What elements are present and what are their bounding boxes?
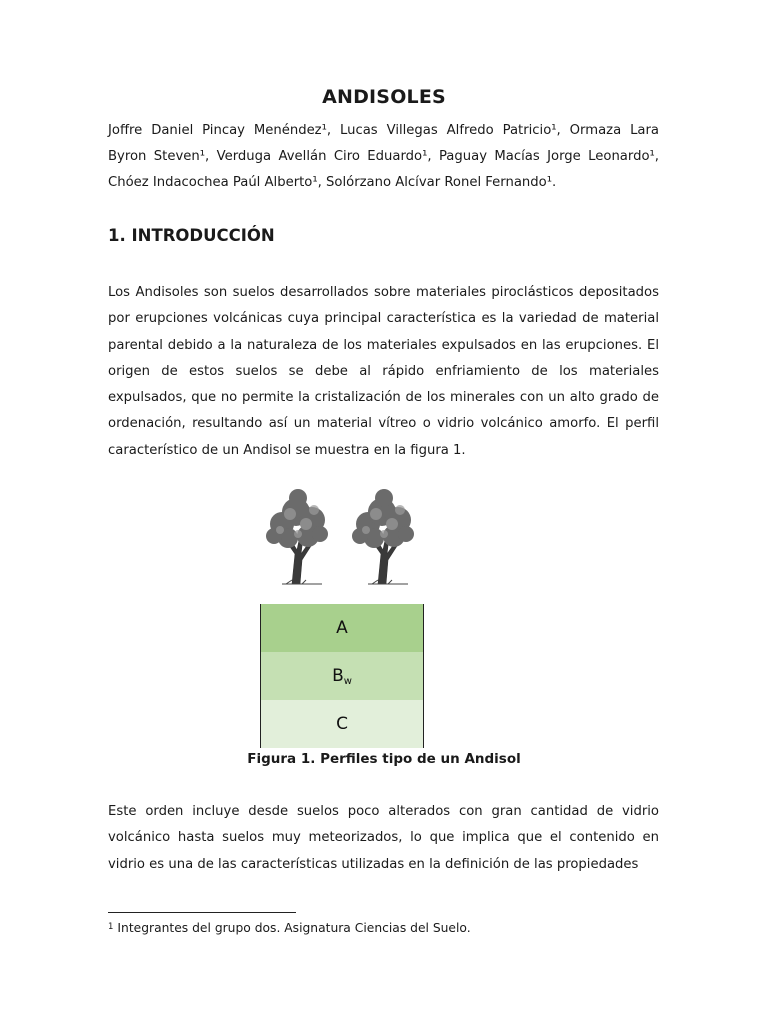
trees-illustration (262, 484, 428, 588)
soil-profile (260, 604, 424, 748)
author-list: Joffre Daniel Pincay Menéndez¹, Lucas Villegas Alfredo Patricio¹, Ormaza Lara Byron Steven¹, Verduga Avellán Ciro Eduardo¹, Paguay Macías Jorge Leonardo¹, Chóez Indacochea Paúl Alberto¹, Solórzano Alcívar Ronel Fernando¹. (108, 123, 659, 190)
horizon-bw-label: $B_w$ (332, 666, 352, 687)
second-paragraph: Este orden incluye desde suelos poco alterados con gran cantidad de vidrio volcánico hasta suelos muy meteorizados, lo que implica que el contenido en vidrio es una de las características utilizadas en la definición de las propiedades (108, 804, 659, 872)
document-title: ANDISOLES (322, 86, 446, 108)
horizon-c (261, 700, 423, 748)
horizon-a (261, 604, 423, 652)
tree-icon (352, 489, 414, 584)
footnote-divider (108, 912, 296, 913)
tree-icon (266, 489, 328, 584)
footnote-text: Integrantes del grupo dos. Asignatura Ciencias del Suelo. (117, 921, 471, 935)
section-heading: 1. INTRODUCCIÓN (108, 226, 275, 245)
horizon-bw (261, 652, 423, 700)
footnote (108, 920, 659, 937)
intro-paragraph: Los Andisoles son suelos desarrollados sobre materiales piroclásticos depositados por erupciones volcánicas cuya principal característica es la variedad de material parental debido a la naturaleza de los materiales expulsados en las erupciones. El origen de estos suelos se debe al rápido enfriamiento de los materiales expulsados, que no permite la cristalización de los minerales con un alto grado de ordenación, resultando así un material vítreo o vidrio volcánico amorfo. El perfil característico de un Andisol se muestra en la figura 1. (108, 285, 659, 458)
figure-caption: Figura 1. Perfiles tipo de un Andisol (247, 751, 521, 767)
horizon-c-label: C (336, 714, 348, 734)
footnote-mark: 1 (108, 922, 114, 932)
horizon-a-label: A (336, 618, 348, 638)
